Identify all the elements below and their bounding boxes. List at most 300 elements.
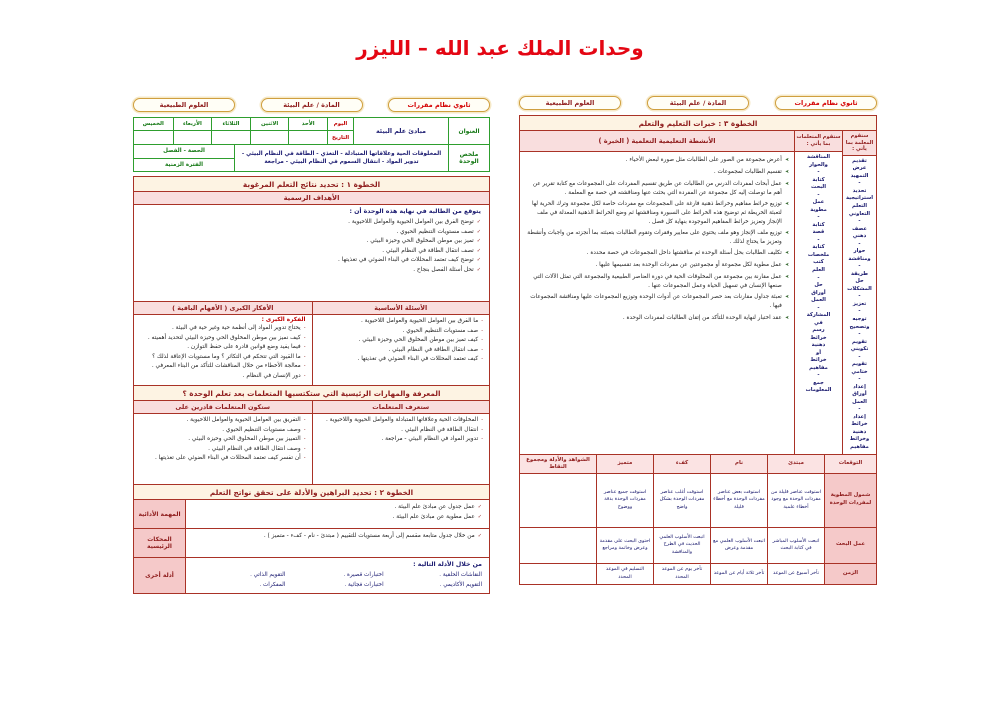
unit-summary-row (134, 145, 489, 171)
learner-action-word: ملخصات (807, 251, 830, 258)
teacher-action-word: - (858, 180, 861, 187)
rubric-row (520, 474, 876, 528)
teacher-action-word: التعاوني (848, 210, 871, 217)
big-idea-item (140, 362, 306, 372)
able-item (140, 435, 306, 445)
other-evidence-intro: من خلال الأدلة التالية : (413, 561, 482, 568)
teacher-action-word: وتصحيح (849, 323, 870, 330)
activity-item (525, 200, 789, 226)
teacher-action-word: تحديد (852, 187, 867, 194)
able-text: التفريق بين العوامل الحيوية والعوامل اللاحيوية . (186, 417, 301, 423)
day-monday: الاثنين (250, 118, 289, 131)
learner-action-word: المشاركة (806, 312, 831, 319)
arrow-bullet-icon: ➤ (784, 262, 789, 269)
tab-school-system (388, 98, 490, 112)
activity-text: عمل مطوية لكل مجموعة أو مجموعتين عن مفردات الوحدة بعد تقسيمها عليها . (595, 262, 782, 269)
goal-text: تميز بين موطن المخلوق الحي وحيزه البيئي . (366, 238, 474, 244)
other-evidence-list (193, 571, 482, 590)
teacher-action-word: - (858, 218, 861, 225)
rubric-row (520, 564, 876, 584)
rubric-cell-evidence (520, 528, 596, 564)
goal-text: توضح الفرق بين العوامل الحيوية والعوامل اللاحيوية . (348, 219, 474, 225)
big-idea-item (140, 372, 306, 382)
performance-task-label: المهمة الأدائية (134, 500, 186, 528)
able-text: التمييز بين موطن المخلوق الحي وحيزه البيئي . (188, 436, 301, 442)
assessment-rubric-table (520, 455, 876, 584)
learner-action-word: كتابة (812, 221, 825, 228)
unit-title-value: مبادئ علم البيئة (353, 118, 448, 144)
learner-action-word: في (814, 319, 823, 326)
check-icon: ✓ (477, 504, 482, 510)
able-item (140, 426, 306, 436)
evidence-item: اختبارات فجائية . (344, 581, 384, 588)
teacher-actions-column (842, 131, 876, 454)
activity-item (525, 229, 789, 247)
rubric-rows (520, 474, 876, 584)
will-know-column (312, 401, 490, 484)
will-know-header: ستعرف المتعلمات (313, 401, 490, 414)
performance-text: عمل مطوية عن مبادئ علم البيئة . (392, 513, 475, 520)
know-item (319, 435, 484, 445)
question-text: صف انتقال الطاقة في النظام البيئي . (388, 346, 479, 353)
essential-questions-column (312, 302, 490, 385)
criteria-item (193, 532, 482, 542)
question-item (319, 346, 484, 356)
key-criteria-row (134, 529, 489, 558)
other-evidence-row (134, 558, 489, 593)
rubric-row-label: الزمن (824, 564, 876, 584)
teacher-action-word: - (858, 331, 861, 338)
rubric-cell-beginner: استوفت عناصر قليلة من مفردات الوحدة مع وجود أخطاء علمية (767, 474, 824, 528)
activity-text: أعرض مجموعة من الصور على الطالبات مثل صورة لبعض الأحياء . (625, 157, 782, 163)
teacher-action-word: ذهنية (852, 428, 867, 435)
check-icon: ✓ (477, 513, 482, 520)
big-ideas-column (134, 302, 312, 385)
teacher-action-word: المشكلات (847, 285, 872, 292)
step1-banner: الخطوة ١ : تحديد نتائج التعلم المرغوبة (134, 177, 489, 192)
unit-title-row (134, 118, 489, 145)
tab-subject-label: المادة / علم البيئة (669, 98, 727, 107)
learner-action-word: خرائط (810, 357, 827, 364)
activity-item (525, 168, 789, 178)
teacher-action-word: ومناقشة (848, 255, 871, 262)
date-cell-empty (211, 131, 250, 144)
rubric-header-expectations: التوقعات (824, 455, 876, 474)
dash-icon: - (481, 426, 483, 433)
question-item (319, 317, 484, 327)
question-text: كيف تميز بين موطن المخلوق الحي وحيزه البيئي . (358, 337, 479, 343)
official-goals-header: الأهداف الرسمية (134, 192, 489, 205)
date-cell-empty (173, 131, 212, 144)
teacher-action-word: حل (855, 278, 864, 285)
teacher-action-word: إعداد (853, 413, 866, 420)
teacher-action-word: حوار (853, 248, 866, 255)
ideas-questions-section (134, 302, 489, 386)
rubric-cell-competent: اتبعت الأسلوب العلمي الحديث في الطرح والمناقشة (653, 528, 710, 564)
unit-title-label: العنوان (448, 118, 489, 144)
activity-text: عقد اختبار لنهاية الوحدة للتأكد من إتقان الطالبات لمفردات الوحدة . (622, 314, 782, 321)
rubric-row (520, 528, 876, 564)
tab-track (133, 98, 235, 112)
teacher-action-word: - (858, 376, 861, 383)
date-cell-empty (288, 131, 327, 144)
check-icon: ✓ (476, 247, 481, 254)
dash-icon: - (481, 327, 483, 334)
big-ideas-body (134, 315, 312, 385)
activity-item (525, 314, 789, 324)
activity-text: عمل أبحاث لمفردات الدرس من الطالبات عن طريق تقسيم المفردات على المجموعات مع كتابة تقرير عن أهم ما توصلت إليه كل مجموعة عن المفردة التي بحثت عنها ومناقشته في حصة مع المعلمة . (532, 181, 782, 196)
date-label: التاريخ (327, 131, 353, 144)
big-idea-text: معالجة الأخطاء من خلال المناقشات للتأكد من البناء المعرفي . (151, 363, 301, 369)
tab-school-system-label: ثانوي نظام مقررات (794, 98, 858, 107)
know-text: تدوير المواد في النظام البيئي - مراجعة . (381, 436, 479, 442)
dash-icon: - (303, 334, 306, 341)
performance-item (193, 513, 482, 523)
dash-icon: - (303, 445, 306, 452)
performance-text: عمل جدول عن مبادئ علم البيئة . (394, 504, 475, 510)
knowledge-skills-section (134, 401, 489, 485)
teacher-action-word: ختامي (851, 368, 868, 375)
teacher-action-word: توجيه (852, 315, 867, 322)
learner-action-word: مطوية (810, 206, 827, 213)
arrow-bullet-icon: ➤ (784, 250, 789, 257)
learner-action-word: خرائط (810, 334, 827, 341)
learner-action-word: أو (815, 349, 821, 356)
learner-action-word: - (817, 169, 820, 176)
big-idea-text: كيف نميز بين موطن المخلوق الحي وحيزه البيئي لتحديد أهميته . (147, 334, 301, 341)
rubric-cell-developing: اتبعت الأسلوب العلمي مع مقدمة وعرض (710, 528, 767, 564)
activity-text: تقسيم الطالبات لمجموعات . (713, 169, 782, 175)
big-ideas-header: الأفكار الكبرى ( الأفهام الباقية ) (134, 302, 312, 315)
teacher-action-word: - (858, 406, 861, 413)
rubric-cell-evidence (520, 474, 596, 528)
activity-text: تعبئة جداول مقارنات بعد حصر المجموعات عن أدوات الوحدة وتوزيع المجموعات عليها ومناقشة المجموعات فيها . (530, 294, 782, 310)
unit-summary-label: ملخص الوحدة (448, 145, 489, 171)
period-label: الحصة - الفصل (134, 145, 234, 159)
arrow-bullet-icon: ➤ (784, 157, 789, 163)
learner-action-word: والحوار (809, 161, 828, 168)
big-idea-text: ما القيود التي تتحكم في التكاثر ؟ وما مستويات الإعاقة لذلك ؟ (152, 353, 301, 360)
learner-action-word: ذهنية (811, 342, 826, 349)
learning-activities-table (520, 131, 876, 455)
essential-questions-body (313, 315, 490, 385)
activity-item (525, 273, 789, 291)
big-idea-lead: الفكرة الكبرى : (261, 317, 306, 323)
dash-icon: - (481, 356, 483, 362)
rubric-header-developing: نام (710, 455, 767, 474)
learner-action-word: مفاهيم (809, 364, 828, 371)
teacher-action-word: أوراق (852, 391, 867, 398)
learner-action-word: جمع (813, 379, 824, 386)
teacher-action-word: مفاهيم (850, 444, 869, 451)
learner-action-word: المعلومات (805, 387, 832, 394)
learner-column-header: ستقوم المتعلمات بما يأتي : (795, 131, 842, 152)
step3-banner: الخطوة ٣ : خبرات التعليم والتعلم (520, 116, 876, 131)
learner-action-word: كتب (813, 259, 824, 266)
dash-icon: - (303, 363, 306, 369)
tab-school-system-label: ثانوي نظام مقررات (407, 100, 471, 109)
official-goals-block (134, 205, 489, 302)
tab-track-label: العلوم الطبيعية (545, 98, 595, 107)
step2-banner: الخطوة ٢ : تحديد البراهين والأدلة على تحقق نواتج التعلم (134, 485, 489, 500)
goal-text: تحل أسئلة الفصل بنجاح . (413, 266, 474, 273)
rubric-cell-evidence (520, 564, 596, 584)
teacher-action-word: خرائط (851, 421, 868, 428)
tab-subject (261, 98, 363, 112)
lesson-plan-page-step-3 (519, 95, 877, 585)
arrow-bullet-icon: ➤ (784, 230, 789, 237)
check-icon: ✓ (476, 219, 481, 225)
tab-subject (647, 96, 749, 110)
document-title: وحدات الملك عبد الله – الليزر (356, 36, 644, 60)
learner-actions-list (795, 152, 842, 397)
steps-1-2-frame (133, 176, 490, 594)
goals-intro: يتوقع من الطالبة في نهاية هذه الوحدة أن : (349, 208, 481, 215)
learner-action-word: - (817, 274, 820, 281)
able-item (140, 445, 306, 455)
unit-summary-value: المخلوقات الحية وعلاقاتها المتبادلة - التغذي - الطاقة في النظام البيئي - تدوير المواد - انتقال السموم في النظام البيئي - مراجعة (234, 145, 448, 171)
goal-text: توضح كيف تعتمد المحللات في البناء الضوئي في تغذيتها . (338, 257, 474, 263)
other-evidence-body (186, 558, 489, 593)
big-idea-item (140, 324, 306, 334)
big-idea-item (140, 353, 306, 363)
rubric-header-beginner: مبتدئ (767, 455, 824, 474)
rubric-cell-developing: تأخر ثلاثة أيام عن الموعد (710, 564, 767, 584)
essential-questions-header: الأسئلة الأساسية (313, 302, 490, 315)
day-sunday: الأحد (288, 118, 327, 131)
learner-action-word: كتابة (812, 176, 825, 183)
goal-item (142, 266, 481, 276)
dash-icon: - (481, 436, 483, 442)
teacher-action-word: عرض (852, 165, 867, 172)
other-evidence-label: أدلة أخرى (134, 558, 186, 593)
goal-item (142, 247, 481, 257)
tab-track-label: العلوم الطبيعية (159, 100, 209, 109)
activity-item (525, 156, 789, 166)
able-item (140, 454, 306, 464)
performance-item (193, 503, 482, 513)
learner-action-word: البحث (810, 184, 827, 191)
activities-list (520, 152, 794, 448)
able-item (140, 416, 306, 426)
evidence-item: التقويم الذاتي . (250, 572, 286, 578)
time-label: الفترة الزمنية (165, 161, 203, 168)
header-tabs (519, 95, 877, 110)
big-idea-item (140, 334, 306, 344)
tab-subject-label: المادة / علم البيئة (283, 100, 340, 109)
rubric-header-row (520, 455, 876, 474)
know-text: المخلوقات الحية وعلاقاتها المتبادلة والعوامل الحيوية واللاحيوية . (325, 417, 479, 423)
dash-icon: - (481, 417, 483, 423)
able-text: وصف مستويات التنظيم الحيوي . (222, 426, 301, 433)
know-item (319, 416, 484, 426)
rubric-cell-beginner: اتبعت الأسلوب المباشر في كتابة البحث (767, 528, 824, 564)
key-criteria-label: المحكات الرئيسية (134, 529, 186, 557)
date-cell-empty (250, 131, 289, 144)
big-idea-text: يحتاج تدوير المواد إلى أنظمة حية وغير حية في البيئة . (171, 325, 301, 331)
unit-info-table (133, 117, 490, 172)
performance-task-body (186, 500, 489, 528)
check-icon: ✓ (477, 533, 482, 539)
teacher-action-word: تقديم (852, 157, 867, 164)
goal-item (142, 237, 481, 247)
teacher-action-word: - (858, 293, 861, 300)
learner-action-word: - (817, 236, 820, 243)
learner-action-word: - (817, 372, 820, 379)
will-know-body (313, 414, 490, 484)
teacher-action-word: التعلم (852, 203, 867, 210)
teacher-action-word: طريقة (851, 270, 868, 277)
rubric-row-label: عمل البحث (824, 528, 876, 564)
performance-task-row (134, 500, 489, 529)
teacher-action-word: - (858, 263, 861, 270)
able-text: أن تفسر كيف تعتمد المحللات في البناء الضوئي على تغذيتها . (154, 455, 301, 461)
skills-banner: المعرفة والمهارات الرئيسية التي ستكتسبها المتعلمات بعد تعلم الوحدة ؟ (134, 386, 489, 401)
dash-icon: - (481, 318, 483, 324)
arrow-bullet-icon: ➤ (784, 201, 789, 208)
dash-icon: - (303, 417, 306, 423)
rubric-header-evidence: الشواهد والأدلة ومجموع النقاط (520, 455, 596, 474)
dash-icon: - (303, 325, 306, 331)
period-time-cells (134, 145, 234, 171)
big-ideas-list (140, 324, 306, 381)
header-tabs (133, 97, 490, 112)
learner-action-word: العمل (811, 297, 826, 304)
check-icon: ✓ (476, 266, 481, 273)
learner-action-word: - (817, 191, 820, 198)
learner-action-word: - (817, 214, 820, 221)
evidence-item: النقاشات الحلقية . (439, 572, 482, 578)
rubric-cell-distinguished: التسليم في الموعد المحدد (596, 564, 653, 584)
question-text: صف مستويات التنظيم الحيوي . (402, 327, 479, 334)
will-be-able-column (134, 401, 312, 484)
question-item (319, 327, 484, 337)
rubric-header-distinguished: متميز (596, 455, 653, 474)
teacher-action-word: العمل (852, 398, 867, 405)
teacher-action-word: تكويني (850, 346, 869, 353)
learner-action-word: كتابة (812, 244, 825, 251)
step-3-frame (519, 115, 877, 585)
teacher-action-word: تقويم (852, 338, 867, 345)
teacher-action-word: تعزيز (852, 300, 867, 307)
big-idea-text: دور الإنسان في النظام . (242, 372, 301, 379)
learner-action-word: رسم (812, 327, 825, 334)
big-idea-item (140, 343, 306, 353)
teacher-action-word: وخرائط (849, 436, 870, 443)
arrow-bullet-icon: ➤ (784, 314, 789, 321)
day-tuesday: الثلاثاء (211, 118, 250, 131)
teacher-action-word: التمهيد (850, 172, 869, 179)
evidence-item: اختبارات قصيرة . (343, 572, 384, 578)
arrow-bullet-icon: ➤ (784, 294, 789, 301)
day-label: اليوم (327, 118, 353, 131)
dash-icon: - (303, 353, 306, 360)
dash-icon: - (303, 426, 306, 433)
lesson-plan-page-steps-1-2 (133, 97, 490, 594)
activities-header: الأنشطة التعليمية التعلمية ( الخبرة ) (520, 131, 794, 152)
dash-icon: - (481, 346, 483, 353)
arrow-bullet-icon: ➤ (784, 169, 789, 175)
will-be-able-header: ستكون المتعلمات قادرين على (134, 401, 312, 414)
goals-list (142, 218, 481, 275)
activity-text: توزيع خرائط مفاهيم وخرائط ذهنية فارغة على المجموعات مع مفردات خاصة لكل مجموعة وترك الحرية لها لتعبئة الخريطة ثم توضيح هذه الخرائط على السبورة ومناقشتها ثم وضع الخرائط الذهنية المعدلة في ملف الإنجاز وتعزيز خرائط المفاهيم الموجودة بنهاية كل فصل . (531, 201, 782, 225)
question-item (319, 355, 484, 365)
learner-actions-column (794, 131, 842, 454)
rubric-row-label: شمول المطوية لمفردات الوحدة (824, 474, 876, 528)
dash-icon: - (303, 344, 306, 350)
day-thursday: الخميس (134, 118, 173, 131)
learner-action-word: - (817, 304, 820, 311)
dash-icon: - (481, 337, 483, 343)
evidence-item: التقويم الأكاديمي . (439, 581, 482, 588)
arrow-bullet-icon: ➤ (784, 181, 789, 187)
date-cell-empty (134, 131, 173, 144)
rubric-cell-beginner: تأخر أسبوع عن الموعد (767, 564, 824, 584)
activity-item (525, 293, 789, 311)
tab-track (519, 96, 621, 110)
activities-column (520, 131, 794, 454)
check-icon: ✓ (476, 238, 481, 244)
goal-text: تصف مستويات التنظيم الحيوي . (396, 228, 474, 235)
rubric-cell-competent: استوفت أغلب عناصر مفردات الوحدة بشكل واضح (653, 474, 710, 528)
activity-text: تكليف الطالبات بحل أسئلة الوحدة ثم مناقشتها داخل المجموعات في حصة محددة . (586, 250, 782, 257)
learner-action-word: عمل (812, 199, 825, 206)
teacher-actions-list (843, 156, 876, 454)
activity-item (525, 249, 789, 259)
teacher-action-word: - (858, 240, 861, 247)
rubric-header-competent: كفء (653, 455, 710, 474)
rubric-cell-competent: تأخر يوم عن الموعد المحدد (653, 564, 710, 584)
learner-action-word: أوراق (811, 289, 826, 296)
activity-text: عمل مقارنة بين مجموعة من المخلوقات الحية في دورة العناصر الطبيعية والمجموعة التي تمثل الآلات التي صنعها الإنسان في تسهيل الحياة وعمل المجموعات عنها . (533, 274, 782, 290)
know-text: انتقال الطاقة في النظام البيئي . (401, 426, 479, 433)
day-wednesday: الأربعاء (173, 118, 212, 131)
check-icon: ✓ (476, 257, 481, 263)
arrow-bullet-icon: ➤ (784, 274, 789, 281)
dash-icon: - (303, 372, 306, 379)
teacher-action-word: إعداد (853, 383, 866, 390)
activity-item (525, 261, 789, 271)
teacher-column-header: ستقوم المعلمة بما يأتي : (843, 131, 876, 156)
dash-icon: - (303, 436, 306, 442)
learner-action-word: العلم (812, 266, 825, 273)
goal-item (142, 218, 481, 228)
will-be-able-body (134, 414, 312, 484)
teacher-action-word: استراتيجية (845, 195, 874, 202)
goal-item (142, 228, 481, 238)
teacher-action-word: - (858, 353, 861, 360)
tab-school-system (775, 96, 877, 110)
rubric-cell-distinguished: استوفت جميع عناصر مفردات الوحدة بدقة ووضوح (596, 474, 653, 528)
goal-item (142, 256, 481, 266)
check-icon: ✓ (476, 228, 481, 235)
day-date-grid (134, 118, 353, 144)
know-item (319, 426, 484, 436)
teacher-action-word: - (858, 308, 861, 315)
key-criteria-body (186, 529, 489, 557)
question-item (319, 336, 484, 346)
question-text: كيف تعتمد المحللات في البناء الضوئي في تغذيتها . (357, 356, 479, 362)
teacher-action-word: تقويم (852, 361, 867, 368)
learner-action-word: حل (814, 282, 823, 289)
learner-action-word: قصة (812, 229, 825, 236)
teacher-action-word: ذهني (852, 233, 867, 240)
criteria-text: من خلال جدول متابعة مقسم إلى أربعة مستويات للتقييم ( مبتدئ - نام - كفء - متميز ) . (263, 533, 475, 539)
dash-icon: - (303, 455, 306, 461)
question-text: ما الفرق بين العوامل الحيوية والعوامل اللاحيوية . (360, 318, 479, 324)
goal-text: تصف انتقال الطاقة في النظام البيئي . (382, 247, 474, 254)
activity-item (525, 180, 789, 198)
